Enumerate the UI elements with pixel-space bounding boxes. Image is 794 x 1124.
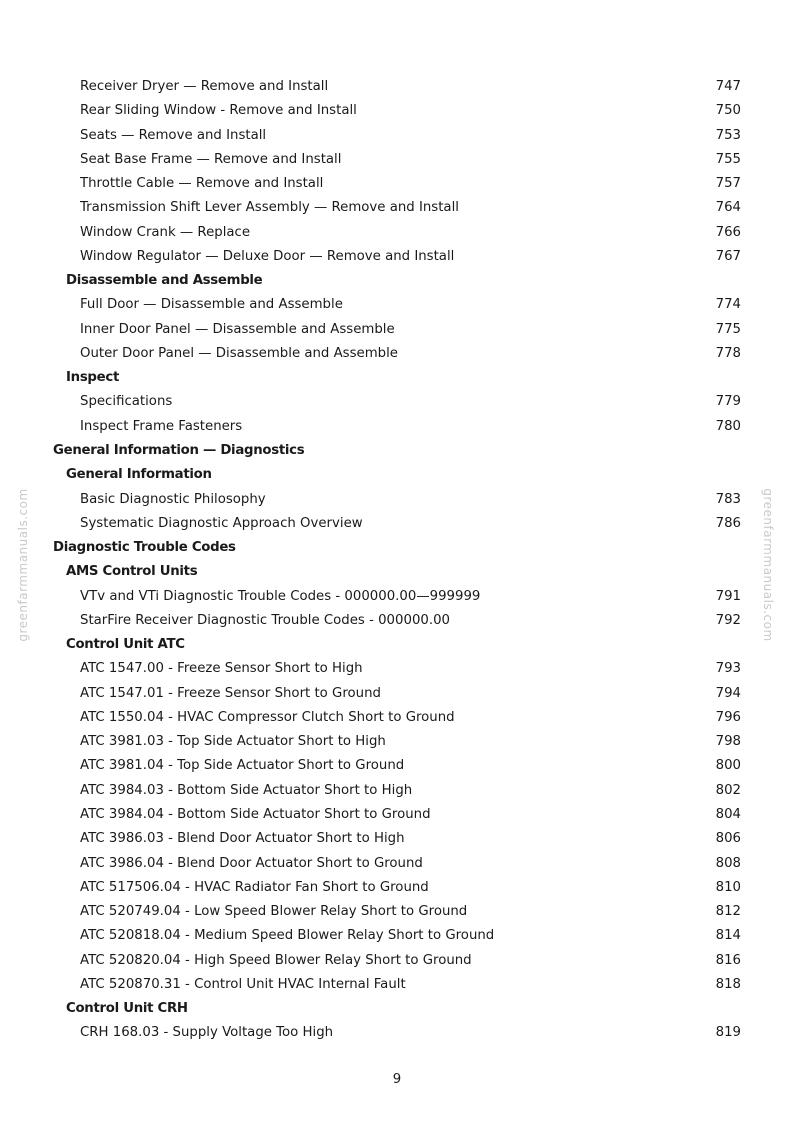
toc-entry[interactable] [0, 1021, 794, 1045]
toc-entry-title: ATC 1547.00 - Freeze Sensor Short to High [80, 661, 363, 677]
watermark-left: greenfarmmanuals.com [16, 488, 30, 642]
toc-entry[interactable] [0, 172, 794, 196]
toc-entry-title: Rear Sliding Window - Remove and Install [80, 103, 357, 119]
toc-entry-title: ATC 3981.03 - Top Side Actuator Short to High [80, 734, 386, 750]
toc-heading [0, 997, 794, 1021]
toc-entry[interactable] [0, 827, 794, 851]
table-of-contents [0, 75, 794, 1046]
toc-heading [0, 366, 794, 390]
toc-entry-title: Outer Door Panel — Disassemble and Assemble [80, 345, 398, 361]
toc-entry-title: VTv and VTi Diagnostic Trouble Codes - 000000.00—999999 [80, 588, 481, 604]
toc-entry-title: Full Door — Disassemble and Assemble [80, 297, 343, 313]
toc-entry-title: ATC 3984.03 - Bottom Side Actuator Short to High [80, 782, 413, 798]
toc-entry-page: 802 [715, 782, 741, 798]
toc-entry-page: 819 [715, 1025, 741, 1041]
toc-entry-title: ATC 517506.04 - HVAC Radiator Fan Short to Ground [80, 879, 429, 895]
toc-entry-title: ATC 3981.04 - Top Side Actuator Short to Ground [80, 758, 405, 774]
page-number: 9 [392, 1072, 402, 1087]
toc-entry[interactable] [0, 900, 794, 924]
toc-entry-title: ATC 1547.01 - Freeze Sensor Short to Ground [80, 685, 381, 701]
toc-heading [0, 633, 794, 657]
toc-entry-title: ATC 520870.31 - Control Unit HVAC Internal Fault [80, 976, 406, 992]
toc-entry-title: Seat Base Frame — Remove and Install [80, 151, 342, 167]
toc-entry-title: ATC 3986.03 - Blend Door Actuator Short to High [80, 831, 405, 847]
toc-entry[interactable] [0, 415, 794, 439]
toc-entry[interactable] [0, 682, 794, 706]
toc-entry-page: 810 [715, 879, 741, 895]
toc-entry-title: ATC 520749.04 - Low Speed Blower Relay Short to Ground [80, 904, 468, 920]
toc-entry[interactable] [0, 949, 794, 973]
toc-entry-title: Inspect Frame Fasteners [80, 418, 243, 434]
toc-entry-title: Transmission Shift Lever Assembly — Remove and Install [80, 200, 459, 216]
toc-heading [0, 269, 794, 293]
toc-entry-page: 774 [715, 297, 741, 313]
toc-heading [0, 463, 794, 487]
toc-entry-page: 818 [715, 976, 741, 992]
toc-entry-page: 764 [715, 200, 741, 216]
toc-entry[interactable] [0, 245, 794, 269]
toc-entry-page: 780 [715, 418, 741, 434]
toc-entry-page: 793 [715, 661, 741, 677]
toc-entry-page: 792 [715, 612, 741, 628]
toc-entry[interactable] [0, 390, 794, 414]
toc-entry-page: 796 [715, 709, 741, 725]
toc-entry-page: 783 [715, 491, 741, 507]
toc-entry[interactable] [0, 512, 794, 536]
toc-entry-page: 750 [715, 103, 741, 119]
toc-entry-title: Throttle Cable — Remove and Install [80, 176, 324, 192]
toc-entry[interactable] [0, 876, 794, 900]
toc-entry[interactable] [0, 342, 794, 366]
toc-entry[interactable] [0, 730, 794, 754]
toc-entry[interactable] [0, 706, 794, 730]
toc-entry-title: StarFire Receiver Diagnostic Trouble Codes - 000000.00 [80, 612, 451, 628]
toc-entry[interactable] [0, 803, 794, 827]
toc-entry-page: 816 [715, 952, 741, 968]
toc-entry-page: 747 [715, 79, 741, 94]
toc-entry-page: 806 [715, 831, 741, 847]
toc-entry-title: Window Regulator — Deluxe Door — Remove and Install [80, 248, 455, 264]
toc-entry[interactable] [0, 221, 794, 245]
watermark-right: greenfarmmanuals.com [761, 488, 775, 642]
toc-entry-title: ATC 3984.04 - Bottom Side Actuator Short to Ground [80, 806, 431, 822]
toc-entry[interactable] [0, 585, 794, 609]
toc-entry-title: ATC 1550.04 - HVAC Compressor Clutch Short to Ground [80, 709, 455, 725]
toc-entry-page: 798 [715, 734, 741, 750]
toc-entry-page: 794 [715, 685, 741, 701]
toc-entry-title: Receiver Dryer — Remove and Install [80, 79, 329, 94]
toc-entry-title: Seats — Remove and Install [80, 127, 267, 143]
toc-entry-title: Inspect [66, 370, 120, 386]
toc-entry-title: ATC 520820.04 - High Speed Blower Relay Short to Ground [80, 952, 472, 968]
toc-entry-page: 767 [715, 248, 741, 264]
toc-entry-title: ATC 3986.04 - Blend Door Actuator Short to Ground [80, 855, 423, 871]
toc-entry-page: 812 [715, 904, 741, 920]
toc-entry[interactable] [0, 754, 794, 778]
toc-entry[interactable] [0, 852, 794, 876]
toc-entry[interactable] [0, 318, 794, 342]
toc-entry-title: Systematic Diagnostic Approach Overview [80, 515, 363, 531]
toc-entry-page: 804 [715, 806, 741, 822]
toc-entry[interactable] [0, 657, 794, 681]
toc-entry[interactable] [0, 148, 794, 172]
toc-entry-title: Window Crank — Replace [80, 224, 251, 240]
toc-entry-page: 778 [715, 345, 741, 361]
toc-entry[interactable] [0, 609, 794, 633]
toc-entry-page: 779 [715, 394, 741, 410]
toc-heading [0, 560, 794, 584]
toc-entry[interactable] [0, 75, 794, 99]
toc-entry-page: 808 [715, 855, 741, 871]
toc-entry-page: 757 [715, 176, 741, 192]
toc-entry-page: 775 [715, 321, 741, 337]
toc-entry[interactable] [0, 779, 794, 803]
toc-entry-title: Disassemble and Assemble [66, 273, 263, 289]
toc-entry-title: Control Unit ATC [66, 637, 185, 653]
toc-entry-page: 766 [715, 224, 741, 240]
toc-entry[interactable] [0, 99, 794, 123]
toc-entry-title: AMS Control Units [66, 564, 198, 580]
toc-entry-page: 786 [715, 515, 741, 531]
toc-entry[interactable] [0, 196, 794, 220]
toc-entry[interactable] [0, 488, 794, 512]
toc-entry-title: Specifications [80, 394, 173, 410]
toc-entry[interactable] [0, 924, 794, 948]
toc-entry-title: Inner Door Panel — Disassemble and Assemble [80, 321, 395, 337]
toc-heading [0, 536, 794, 560]
toc-entry[interactable] [0, 124, 794, 148]
toc-entry-title: Basic Diagnostic Philosophy [80, 491, 266, 507]
toc-entry-title: General Information — Diagnostics [53, 442, 305, 458]
toc-entry-page: 755 [715, 151, 741, 167]
toc-entry-page: 791 [715, 588, 741, 604]
toc-entry-page: 753 [715, 127, 741, 143]
toc-entry-page: 814 [715, 928, 741, 944]
toc-entry-title: ATC 520818.04 - Medium Speed Blower Relay Short to Ground [80, 928, 495, 944]
toc-entry-title: Control Unit CRH [66, 1001, 188, 1017]
toc-entry-title: General Information [66, 467, 212, 483]
toc-entry[interactable] [0, 293, 794, 317]
toc-entry-title: Diagnostic Trouble Codes [53, 540, 236, 556]
toc-heading [0, 439, 794, 463]
toc-entry-page: 800 [715, 758, 741, 774]
toc-entry-title: CRH 168.03 - Supply Voltage Too High [80, 1025, 334, 1041]
toc-entry[interactable] [0, 973, 794, 997]
